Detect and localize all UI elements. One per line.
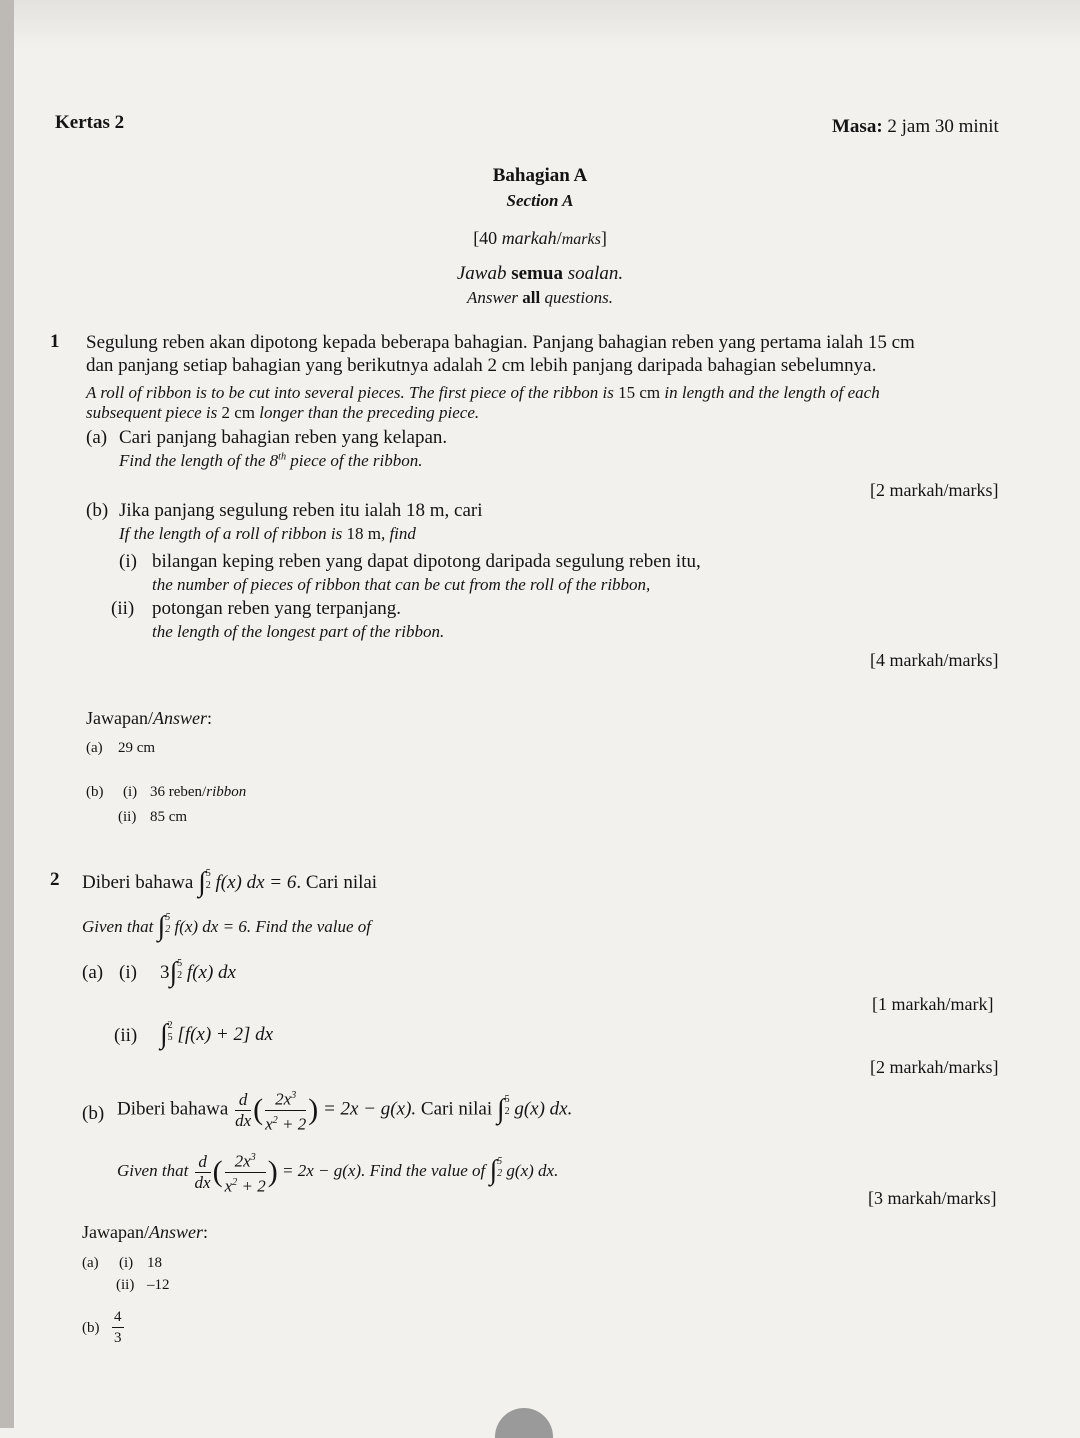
q1-answer-bi-label: (i) xyxy=(123,784,138,800)
section-title-ms: Bahagian A xyxy=(492,165,588,186)
q2-answer-b-label: (b) xyxy=(82,1320,100,1336)
q1bi-text-ms: bilangan keping reben yang dapat dipotong daripada segulung reben itu, xyxy=(152,551,701,572)
q2ai-expression: 3∫ 5 2 f(x) dx xyxy=(160,957,236,988)
q1b-text-en: If the length of a roll of ribbon is 18 m, find xyxy=(119,524,416,543)
q1a-text-en: Find the length of the 8th piece of the ribbon. xyxy=(119,451,423,470)
q2b-marks: [3 markah/marks] xyxy=(868,1188,997,1208)
q2a-label: (a) xyxy=(82,962,104,983)
q2-answer-ai: 18 xyxy=(147,1255,162,1271)
q1b-label: (b) xyxy=(86,500,109,521)
q1bi-text-en: the number of pieces of ribbon that can be cut from the roll of the ribbon, xyxy=(152,575,651,594)
paper-title: Kertas 2 xyxy=(55,112,125,133)
q2-number: 2 xyxy=(50,869,60,890)
q2ai-label: (i) xyxy=(119,962,137,983)
q1-text-ms-line1: Segulung reben akan dipotong kepada beberapa bahagian. Panjang bahagian reben yang pertama ialah 15 cm xyxy=(86,332,915,353)
instruction-en: Answer all questions. xyxy=(467,288,613,307)
q2ai-marks: [1 markah/mark] xyxy=(872,994,994,1014)
q2b-text-en: Given that $\frac{d}{dx}$ ( $\frac{2x^3}{x^2 + 2}$ ) = 2x − g(x). Find the value of ∫ 5 2 g(x) dx. xyxy=(117,1148,558,1196)
time-allowed: Masa: 2 jam 30 minit xyxy=(832,116,999,137)
q1a-text-ms: Cari panjang bahagian reben yang kelapan. xyxy=(119,427,448,448)
q1b-marks: [4 markah/marks] xyxy=(870,650,999,670)
q2-answer-ai-label: (i) xyxy=(119,1255,134,1271)
section-marks: [40 markah/marks] xyxy=(473,228,607,248)
q2b-label: (b) xyxy=(82,1103,105,1124)
q1a-label: (a) xyxy=(86,427,108,448)
page-tab-marker xyxy=(495,1408,553,1438)
q2-given-en: Given that ∫ 5 2 f(x) dx = 6. Find the value of xyxy=(82,911,371,942)
q2-answer-aii-label: (ii) xyxy=(116,1277,135,1293)
q1-text-ms-line2: dan panjang setiap bahagian yang berikutnya adalah 2 cm lebih panjang daripada bahagian sebelumnya. xyxy=(86,355,877,376)
q1-answer-label: Jawapan/Answer: xyxy=(86,708,212,728)
q2-answer-label: Jawapan/Answer: xyxy=(82,1222,208,1242)
q2-given-ms: Diberi bahawa ∫ 5 2 f(x) dx = 6. Cari nilai xyxy=(82,867,378,898)
section-title-en: Section A xyxy=(506,191,574,210)
instruction-ms: Jawab semua soalan. xyxy=(456,263,624,284)
q2b-text-ms: Diberi bahawa $\frac{d}{dx}$ ( $\frac{2x^3}{x^2 + 2}$ ) = 2x − g(x). Cari nilai ∫ 5 2 g(x) dx. xyxy=(117,1086,572,1134)
q2aii-label: (ii) xyxy=(114,1025,138,1046)
q1-answer-bi: 36 reben/ribbon xyxy=(150,784,247,800)
q2-answer-a-label: (a) xyxy=(82,1255,99,1271)
q1bi-label: (i) xyxy=(119,551,137,572)
q2aii-expression: ∫ 2 5 [f(x) + 2] dx xyxy=(160,1019,274,1050)
q1b-text-ms: Jika panjang segulung reben itu ialah 18 m, cari xyxy=(119,500,483,521)
q1-answer-bii-label: (ii) xyxy=(118,809,137,825)
q1bii-text-en: the length of the longest part of the ribbon. xyxy=(152,622,445,641)
q1-answer-bii: 85 cm xyxy=(150,809,188,825)
q1-text-en-line2: subsequent piece is 2 cm longer than the preceding piece. xyxy=(86,403,480,422)
q1-number: 1 xyxy=(50,331,60,352)
q1-text-en-line1: A roll of ribbon is to be cut into several pieces. The first piece of the ribbon is 15 cm in length and the length of each xyxy=(86,383,880,402)
q1a-marks: [2 markah/marks] xyxy=(870,480,999,500)
q2-answer-b: $\frac{4}{3}$ xyxy=(114,1309,122,1346)
scan-top-shadow xyxy=(0,0,1080,48)
scan-left-edge xyxy=(0,0,14,1428)
q1-answer-a: 29 cm xyxy=(118,740,156,756)
q2-answer-aii: –12 xyxy=(147,1277,170,1293)
q1-answer-a-label: (a) xyxy=(86,740,103,756)
q2aii-marks: [2 markah/marks] xyxy=(870,1057,999,1077)
q1bii-text-ms: potongan reben yang terpanjang. xyxy=(152,598,402,619)
q1-answer-b-label: (b) xyxy=(86,784,104,800)
q1bii-label: (ii) xyxy=(111,598,135,619)
